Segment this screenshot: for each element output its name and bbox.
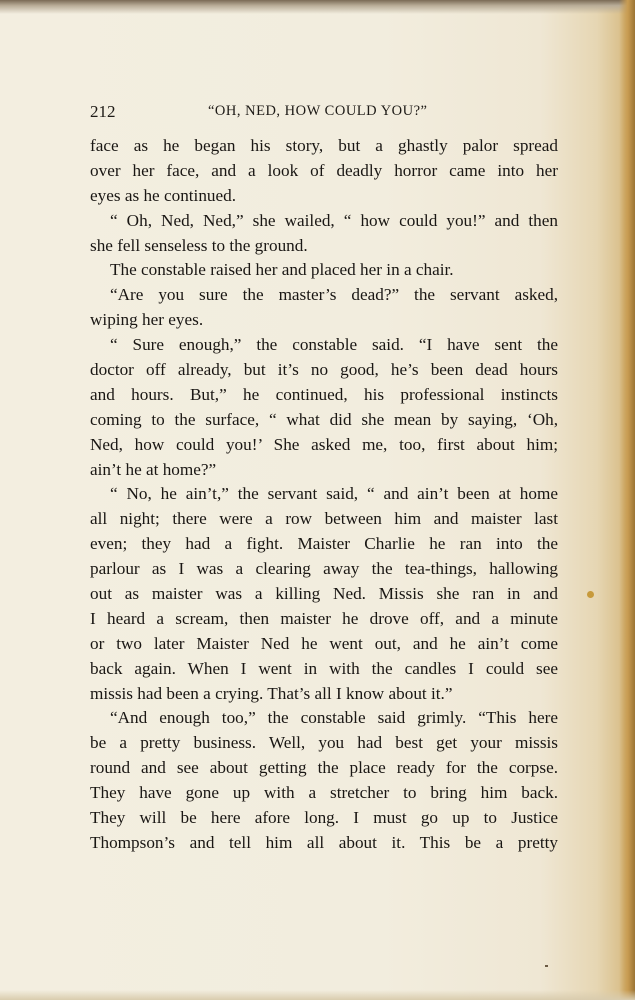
text-line: and hours. But,” he continued, his professional instincts [90,384,558,404]
text-line: missis had been a crying. That’s all I know about it.” [90,683,453,703]
text-line: “ Oh, Ned, Ned,” she wailed, “ how could you!” and then [110,210,558,230]
text-line: be a pretty business. Well, you had best get your missis [90,733,558,753]
text-line: doctor off already, but it’s no good, he’s been dead hours [90,360,558,380]
page-bottom-edge [0,990,635,1000]
text-line: over her face, and a look of deadly horror came into her [90,160,558,180]
text-line: even; they had a fight. Maister Charlie he ran into the [90,534,558,554]
running-title: “OH, NED, HOW COULD YOU?” [208,103,428,119]
text-line: “Are you sure the master’s dead?” the servant asked, [110,285,558,305]
page-top-shadow [0,0,635,14]
text-line: They will be here afore long. I must go up to Justice [90,808,558,828]
text-line: face as he began his story, but a ghastly palor spread [90,136,558,155]
text-line: round and see about getting the place ready for the corpse. [90,758,558,778]
paper-speck [545,965,548,967]
text-line: coming to the surface, “ what did she mean by saying, ‘Oh, [90,409,558,429]
text-line: I heard a scream, then maister he drove off, and a minute [90,608,558,628]
margin-stain [587,591,594,598]
text-line: The constable raised her and placed her in a chair. [110,260,454,280]
text-line: They have gone up with a stretcher to bring him back. [90,783,558,803]
text-line: or two later Maister Ned he went out, and he ain’t come [90,633,558,653]
page-number: 212 [90,102,116,121]
text-line: all night; there were a row between him and maister last [90,509,558,529]
text-line: Ned, how could you!’ She asked me, too, first about him; [90,434,558,454]
text-line: she fell senseless to the ground. [90,235,308,255]
text-line: “ Sure enough,” the constable said. “I have sent the [110,335,558,355]
body-text [90,134,558,856]
text-line: “ No, he ain’t,” the servant said, “ and ain’t been at home [110,484,558,504]
page-binding-edge [619,0,635,1000]
text-line: parlour as I was a clearing away the tea-things, hallowing [90,559,558,579]
text-line: back again. When I went in with the candles I could see [90,658,558,678]
text-line: out as maister was a killing Ned. Missis she ran in and [90,584,558,604]
running-head [90,100,560,124]
text-line: “And enough too,” the constable said grimly. “This here [110,708,558,728]
text-line: eyes as he continued. [90,185,237,205]
text-line: wiping her eyes. [90,310,204,330]
text-line: Thompson’s and tell him all about it. This be a pretty [90,832,558,852]
text-line: ain’t he at home?” [90,459,217,479]
